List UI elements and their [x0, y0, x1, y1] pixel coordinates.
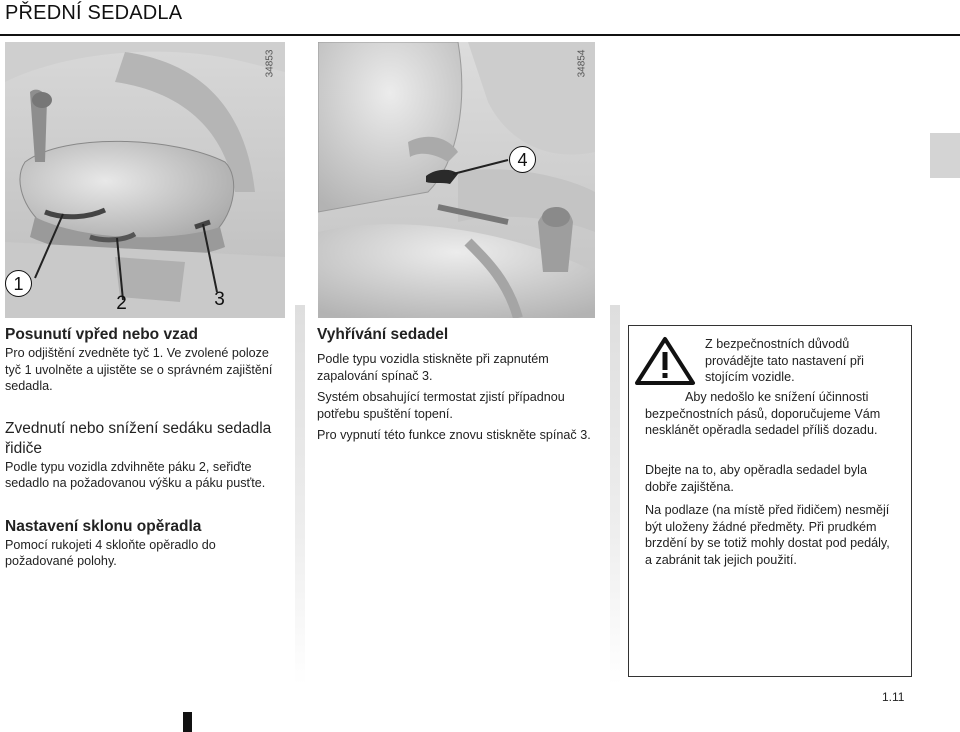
column-divider-shade	[295, 305, 305, 685]
section-text-recline: Pomocí rukojeti 4 skloňte opěradlo do požadované polohy.	[5, 537, 216, 568]
console-illustration	[318, 42, 595, 318]
chapter-tab	[930, 133, 960, 178]
column-divider-shade	[610, 305, 620, 685]
heated-seat-photo	[318, 42, 595, 318]
section-heading-height: Zvednutí nebo snížení sedáku sedadla řidiče	[5, 419, 272, 457]
warning-text-1: Z bezpečnostních důvodů provádějte tato nastavení při stojícím vozidle.	[705, 337, 864, 384]
section-text-heating-2: Systém obsahující termostat zjistí případnou potřebu spuštění topení.	[317, 390, 565, 421]
section-text-height: Podle typu vozidla zdvihněte páku 2, seřiďte sedadlo na požadovanou výšku a páku pusťte.	[5, 459, 266, 490]
middle-column	[317, 325, 597, 444]
figure-id: 34854	[576, 49, 588, 78]
seat-adjustment-photo	[5, 42, 285, 318]
warning-triangle-icon	[632, 335, 698, 387]
title-rule	[0, 34, 960, 36]
callout-1: 1	[5, 270, 32, 297]
warning-text-2: Aby nedošlo ke snížení účinnosti bezpečnostních pásů, doporučujeme Vám nesklánět opěradla sedadel příliš dozadu.	[645, 390, 881, 437]
section-text-forward: Pro odjištění zvedněte tyč 1. Ve zvolené poloze tyč 1 uvolněte a ujistěte se o správném zajištění sedadla.	[5, 346, 273, 393]
section-heading-recline: Nastavení sklonu opěradla	[5, 517, 202, 535]
section-text-heating-3: Pro vypnutí této funkce znovu stiskněte spínač 3.	[317, 428, 591, 442]
section-text-heating-1: Podle typu vozidla stiskněte při zapnutém zapalování spínač 3.	[317, 352, 549, 383]
warning-text-4: Na podlaze (na místě před řidičem) nesmějí být uloženy žádné předměty. Při prudkém brzdění by se totiž mohly dostat pod pedály, a zabránit tak jejich použití.	[645, 503, 890, 567]
callout-3: 3	[214, 289, 225, 310]
page-title: PŘEDNÍ SEDADLA	[5, 2, 183, 24]
page-marker	[183, 712, 192, 732]
section-heading-heating: Vyhřívání sedadel	[317, 326, 449, 343]
page-number: 1.11	[882, 690, 905, 704]
warning-text-3: Dbejte na to, aby opěradla sedadel byla dobře zajištěna.	[645, 463, 867, 494]
left-column	[5, 325, 282, 570]
seat-illustration	[5, 42, 285, 318]
figure-id: 34853	[264, 49, 276, 78]
callout-4: 4	[509, 146, 536, 173]
callout-2: 2	[116, 293, 127, 314]
section-heading-forward: Posunutí vpřed nebo vzad	[5, 326, 198, 343]
